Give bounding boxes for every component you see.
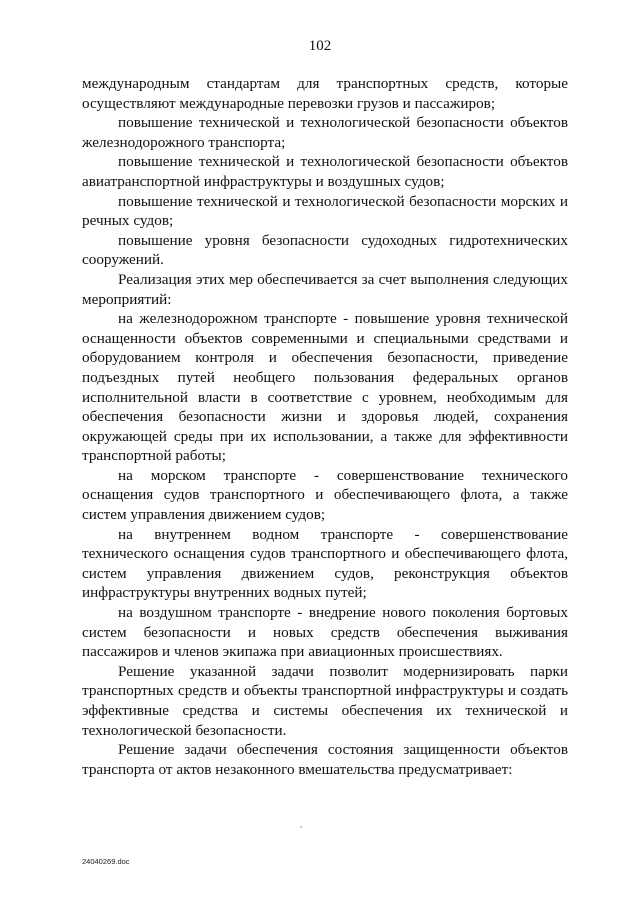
body-text [82, 74, 568, 779]
footer-filename: 24040269.doc [82, 857, 130, 866]
paragraph-7: на железнодорожном транспорте - повышение уровня технической оснащенности объектов современными и специальными средствами и оборудованием контроля и обеспечения безопасности, приведение подъездных путей необщего пользования федеральных органов исполнительной власти в соответствие с уровнем, необходимым для обеспечения безопасности жизни и здоровья людей, сохранения окружающей среды при их использовании, а также для эффективности транспортной работы; [82, 310, 568, 465]
paragraph-3: повышение технической и технологической безопасности объектов авиатранспортной инфраструктуры и воздушных судов; [82, 153, 568, 190]
paragraph-9: на внутреннем водном транспорте - совершенствование технического оснащения судов транспортного и обеспечивающего флота, систем управления движением судов, реконструкция объектов инфраструктуры внутренних водных путей; [82, 525, 568, 602]
paragraph-1: международным стандартам для транспортных средств, которые осуществляют международные перевозки грузов и пассажиров; [82, 75, 568, 112]
paragraph-6: Реализация этих мер обеспечивается за счет выполнения следующих мероприятий: [82, 270, 568, 308]
paragraph-12: Решение задачи обеспечения состояния защищенности объектов транспорта от актов незаконного вмешательства предусматривает: [82, 741, 568, 778]
scan-speck [300, 826, 302, 828]
paragraph-11: Решение указанной задачи позволит модернизировать парки транспортных средств и объекты транспортной инфраструктуры и создать эффективные средства и системы обеспечения их технической и технологической безопасности. [82, 662, 568, 739]
paragraph-10: на воздушном транспорте - внедрение нового поколения бортовых систем безопасности и новых средств обеспечения выживания пассажиров и членов экипажа при авиационных происшествиях. [82, 604, 568, 661]
paragraph-5: повышение уровня безопасности судоходных гидротехнических сооружений. [82, 231, 568, 269]
paragraph-4: повышение технической и технологической безопасности морских и речных судов; [82, 192, 568, 230]
page-number: 102 [308, 38, 332, 54]
paragraph-8: на морском транспорте - совершенствование технического оснащения судов транспортного и обеспечивающего флота, а также систем управления движением судов; [82, 466, 568, 524]
paragraph-2: повышение технической и технологической безопасности объектов железнодорожного транспорта; [82, 114, 568, 151]
